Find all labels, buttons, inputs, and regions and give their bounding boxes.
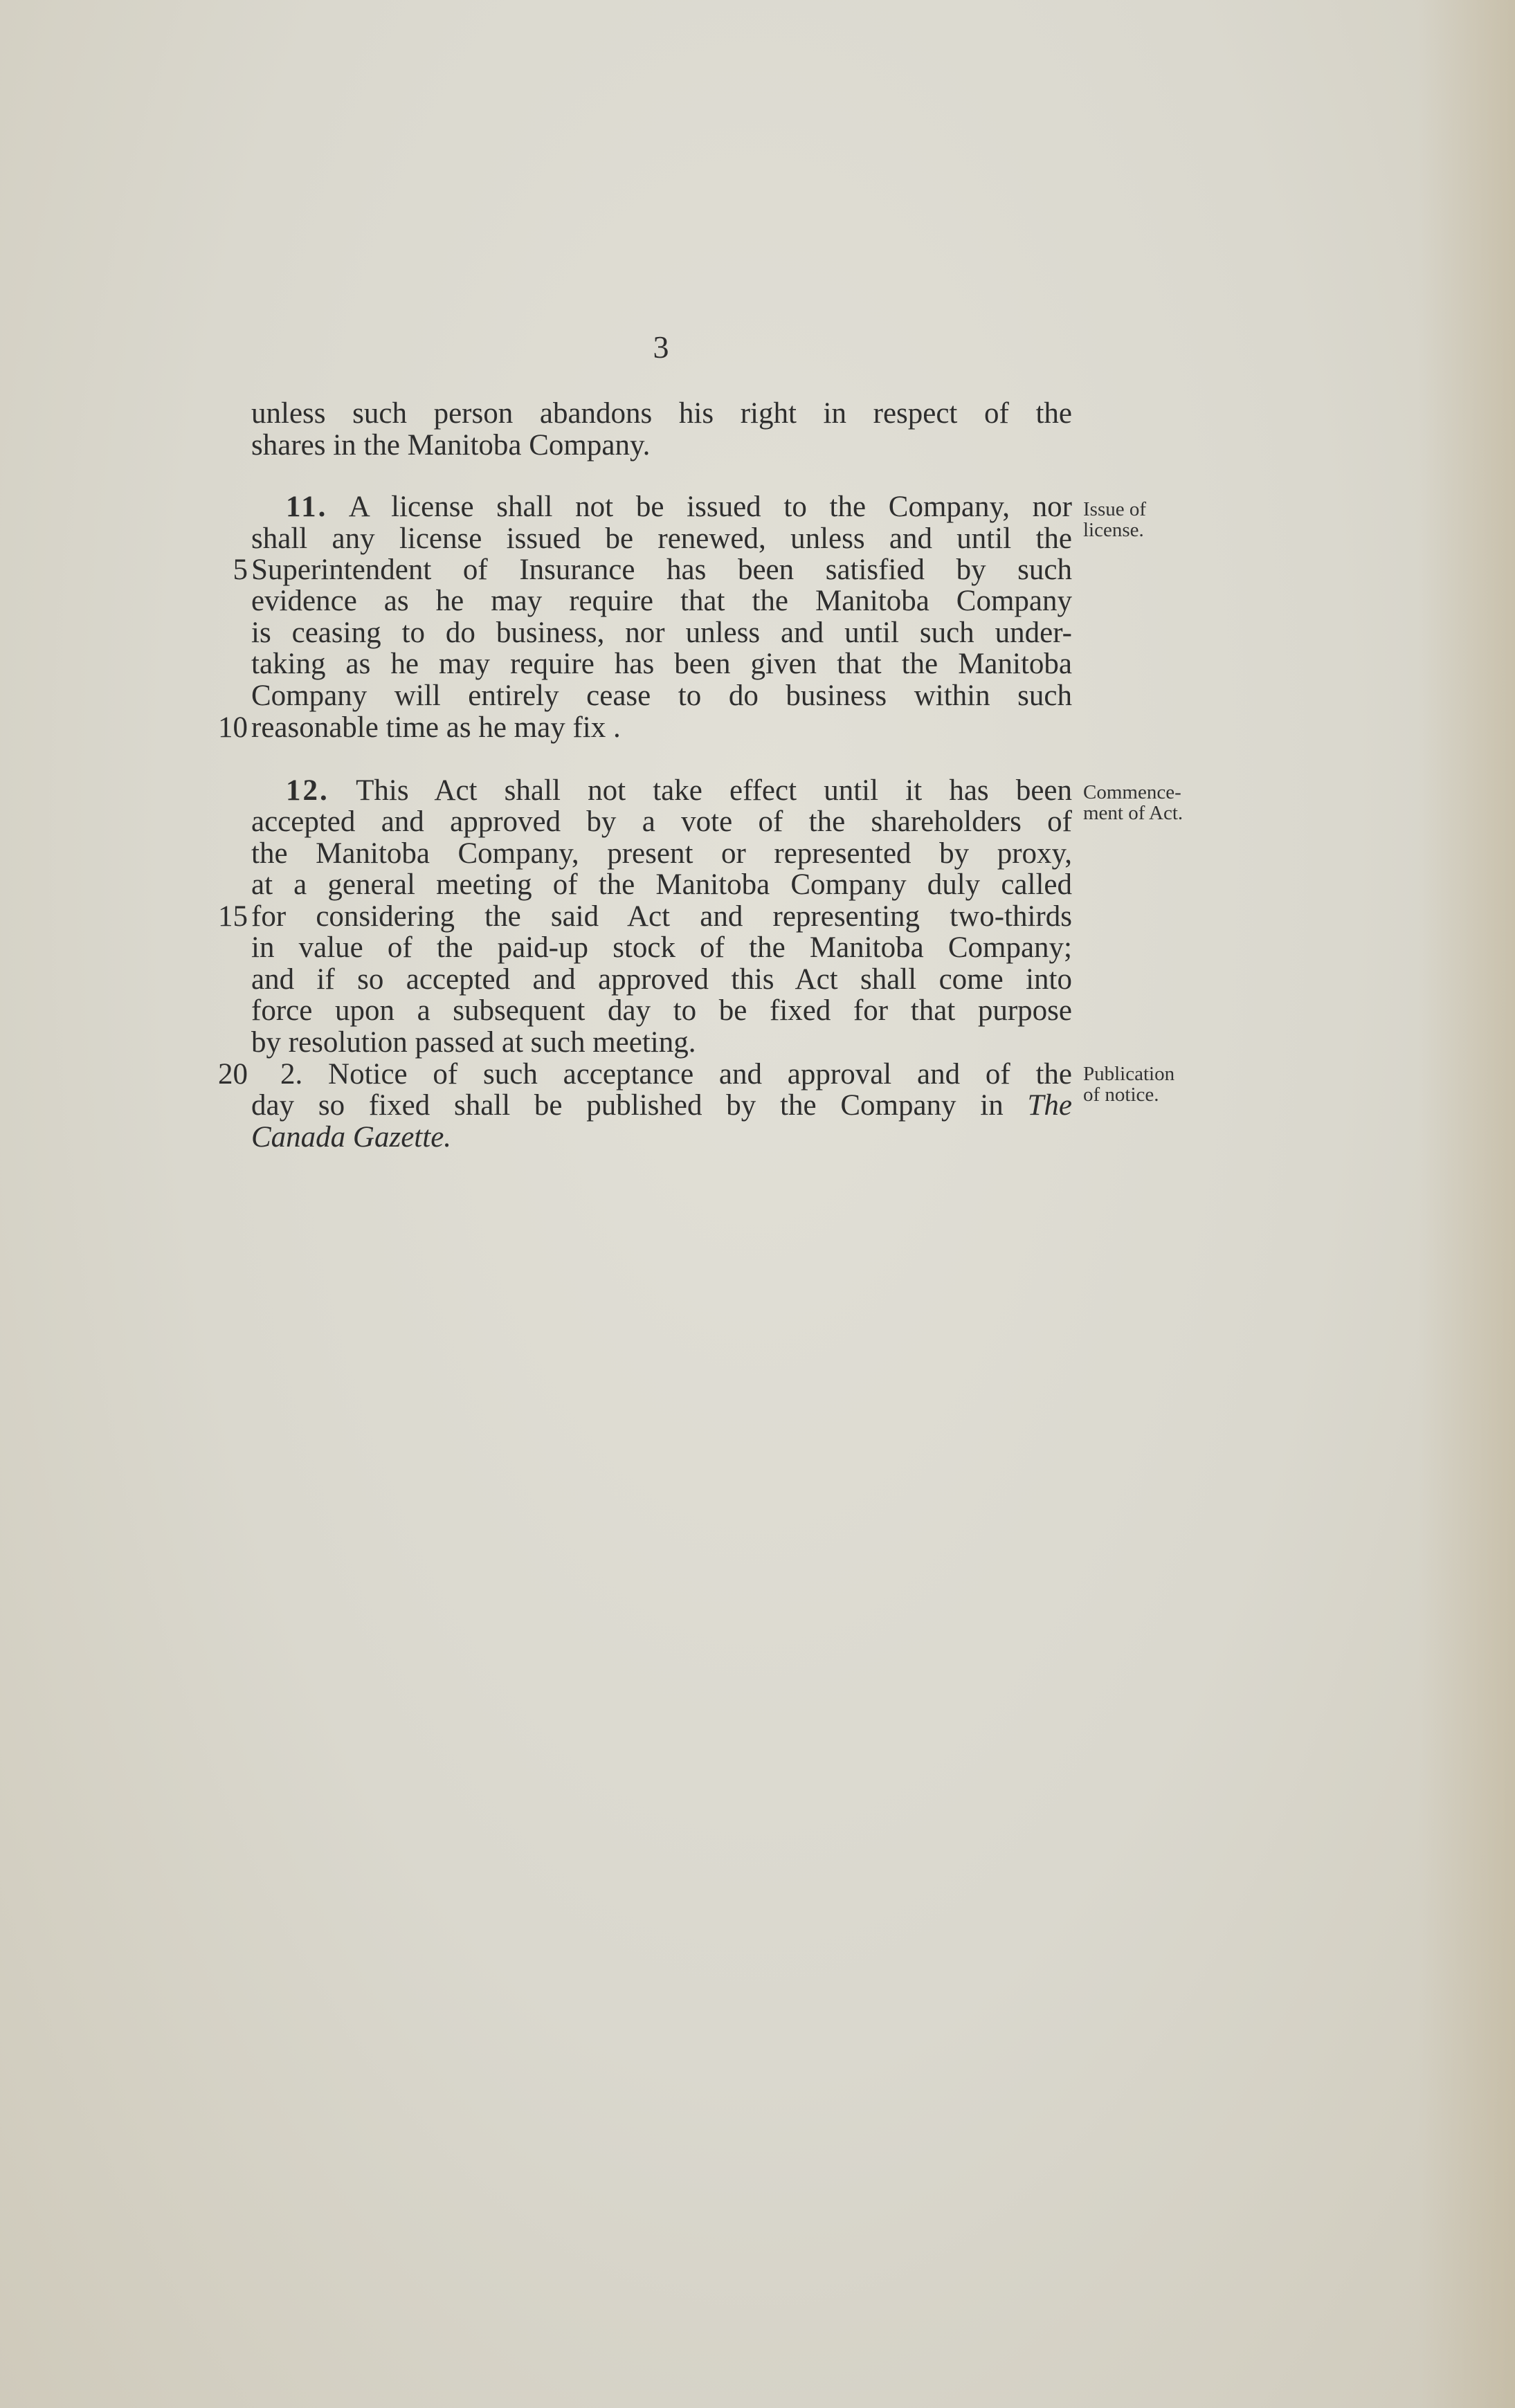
text-line: Canada Gazette. [251, 1121, 452, 1153]
section-11-first-line: 11. A license shall not be issued to the Company, nor [286, 491, 1072, 523]
text-line: at a general meeting of the Manitoba Company duly called [251, 868, 1072, 901]
text-line: reasonable time as he may fix . [251, 711, 621, 744]
margin-note-commencement-of-act: Commence- ment of Act. [1083, 781, 1183, 824]
margin-note-issue-of-license: Issue of license. [1083, 498, 1147, 541]
line-number: 10 [218, 711, 248, 744]
text-line: Superintendent of Insurance has been satisfied by such [251, 554, 1072, 586]
text-line: shall any license issued be renewed, unless and until the [251, 522, 1072, 555]
text-line: taking as he may require has been given that the Manitoba [251, 648, 1072, 680]
text-line: unless such person abandons his right in respect of the [251, 397, 1072, 430]
section-number: 12. [286, 774, 329, 807]
text-line: Company will entirely cease to do business within such [251, 679, 1072, 712]
text-line: is ceasing to do business, nor unless and until such under- [251, 617, 1072, 649]
page-number: 3 [653, 329, 669, 365]
text-line: for considering the said Act and representing two-thirds [251, 900, 1072, 933]
text-line: 2. Notice of such acceptance and approval and of the [280, 1058, 1072, 1091]
text-line: and if so accepted and approved this Act shall come into [251, 963, 1072, 996]
section-number: 11. [286, 491, 328, 523]
text-line: evidence as he may require that the Manitoba Company [251, 585, 1072, 617]
line-number: 5 [233, 554, 248, 586]
line-number: 20 [218, 1058, 248, 1091]
page-edge-shading [1418, 0, 1515, 2408]
text-line: accepted and approved by a vote of the shareholders of [251, 805, 1072, 838]
text-line: force upon a subsequent day to be fixed for that purpose [251, 994, 1072, 1027]
margin-note-publication-of-notice: Publication of notice. [1083, 1063, 1175, 1106]
text-line: by resolution passed at such meeting. [251, 1026, 696, 1059]
line-number: 15 [218, 900, 248, 933]
section-12-first-line: 12. This Act shall not take effect until it has been [286, 774, 1072, 807]
text-line: in value of the paid-up stock of the Manitoba Company; [251, 931, 1072, 964]
text-line: shares in the Manitoba Company. [251, 429, 651, 462]
text-line: the Manitoba Company, present or represented by proxy, [251, 837, 1072, 870]
text-line: day so fixed shall be published by the Company in The [251, 1089, 1073, 1122]
